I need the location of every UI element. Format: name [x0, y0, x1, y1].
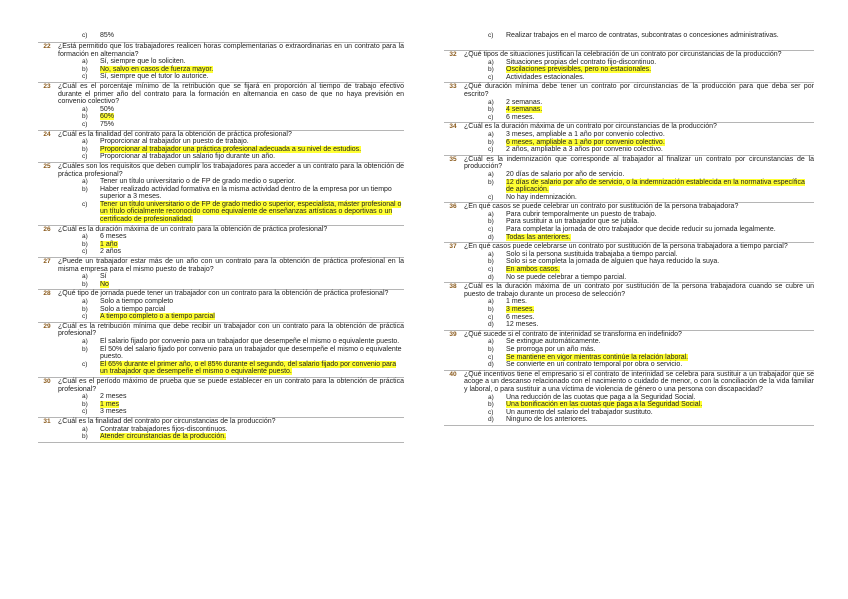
question-number: 25	[43, 162, 51, 170]
option-text: Para cubrir temporalmente un puesto de trabajo.	[506, 210, 657, 218]
question-number: 22	[43, 43, 51, 50]
option-text	[100, 401, 404, 409]
option-text	[100, 113, 404, 121]
answer-option	[58, 233, 404, 241]
answer-option	[464, 394, 814, 402]
question-29	[38, 323, 404, 378]
highlighted-correct-answer: 12 días de salario por año de servicio, o la indemnización establecida en la normativa específica de aplicación.	[506, 178, 805, 194]
answer-option	[58, 73, 404, 81]
option-text: Solo si se completa la jornada de alguien que haya reducido la suya.	[506, 258, 720, 266]
option-text: Una reducción de las cuotas que paga a la Seguridad Social.	[506, 393, 696, 401]
highlighted-correct-answer: Tener un título universitario o de FP de grado medio o superior, especialista, máster profesional o un título oficialmente reconocido como equivalente de enseñanzas artísticas o deportivas o un certificado de profesionalidad.	[100, 200, 402, 224]
option-text: Realizar trabajos en el marco de contratas, subcontratas o concesiones administrativas.	[506, 32, 779, 39]
question-39	[444, 331, 814, 371]
option-text: 1 mes.	[506, 298, 528, 306]
question-text: ¿En qué casos se puede celebrar un contrato por sustitución de la persona trabajadora?	[464, 203, 739, 211]
left-column	[38, 32, 404, 443]
answer-option	[58, 361, 404, 376]
option-text: El 50% del salario fijado por convenio para un trabajador que desempeñe el mismo o equivalente puesto.	[100, 345, 402, 361]
answer-option	[58, 121, 404, 129]
answer-option	[58, 338, 404, 346]
answer-option	[58, 298, 404, 306]
question-number: 30	[43, 377, 51, 385]
option-letter: b)	[82, 345, 88, 353]
question-text: ¿Cuáles son los requisitos que deben cumplir los trabajadores para acceder a un contrato para la obtención de práctica profesional?	[58, 162, 404, 178]
highlighted-correct-answer: 6 meses, ampliable a 1 año por convenio colectivo.	[506, 138, 665, 146]
option-letter: c)	[82, 360, 88, 368]
answer-option	[464, 99, 814, 107]
answer-option	[464, 114, 814, 122]
option-text: No se puede celebrar a tiempo parcial.	[506, 273, 627, 281]
option-letter: b)	[82, 280, 88, 288]
option-letter: b)	[488, 106, 494, 114]
question-text: ¿Puede un trabajador estar más de un año con un contrato para la obtención de práctica profesional en la misma empresa para el mismo puesto de trabajo?	[58, 258, 404, 273]
question-number: 29	[43, 322, 51, 330]
answer-option	[464, 401, 814, 409]
option-letter: b)	[82, 305, 88, 313]
question-number: 27	[43, 258, 51, 266]
answer-option	[464, 211, 814, 219]
answer-option	[58, 146, 404, 154]
answer-option	[58, 241, 404, 249]
question-text: ¿Está permitido que los trabajadores realicen horas complementarias o extraordinarias en un contrato para la formación en alternancia?	[58, 43, 404, 58]
question-number: 26	[43, 225, 51, 233]
answer-option	[464, 106, 814, 114]
option-letter: b)	[488, 258, 494, 266]
option-letter: d)	[488, 361, 494, 369]
answer-option	[464, 59, 814, 67]
answer-option	[58, 426, 404, 434]
answer-option	[58, 138, 404, 146]
question-34	[444, 123, 814, 155]
option-letter: a)	[82, 58, 88, 66]
option-text: Para completar la jornada de otro trabajador que decide reducir su jornada legalmente.	[506, 226, 776, 234]
question-number: 36	[449, 203, 457, 211]
option-letter: a)	[488, 98, 494, 106]
option-text: Solo si la persona sustituida trabajaba a tiempo parcial.	[506, 250, 678, 258]
answer-option	[464, 409, 814, 417]
option-text	[506, 106, 814, 114]
option-text	[506, 306, 814, 314]
option-letter: b)	[488, 306, 494, 313]
answer-option	[464, 314, 814, 322]
highlighted-correct-answer: El 65% durante el primer año, o el 85% durante el segundo, del salario fijado por convenio para un trabajador que desempeñe el mismo o equivalente puesto.	[100, 360, 397, 376]
option-letter: a)	[488, 170, 494, 178]
option-text: 20 días de salario por año de servicio.	[506, 170, 625, 178]
highlighted-correct-answer: 1 año	[100, 240, 118, 248]
question-35	[444, 156, 814, 204]
highlighted-correct-answer: Una bonificación en las cuotas que paga a la Seguridad Social.	[506, 401, 703, 409]
highlighted-correct-answer: No	[100, 280, 109, 288]
highlighted-correct-answer: En ambos casos.	[506, 266, 560, 274]
continued-option	[444, 32, 814, 51]
answer-option	[58, 113, 404, 121]
option-letter: a)	[488, 338, 494, 346]
option-text: Sí, siempre que lo soliciten.	[100, 58, 186, 66]
highlighted-correct-answer: 60%	[100, 113, 115, 121]
option-letter: b)	[82, 145, 88, 153]
option-text	[100, 433, 404, 441]
option-letter: c)	[488, 73, 494, 81]
option-letter: d)	[488, 273, 494, 281]
question-number: 23	[43, 82, 51, 90]
question-40	[444, 371, 814, 426]
question-number: 39	[449, 330, 457, 338]
answer-option	[464, 416, 814, 424]
question-number: 35	[449, 155, 457, 163]
question-number: 38	[449, 283, 457, 291]
option-letter: a)	[488, 210, 494, 218]
option-letter: c)	[82, 32, 88, 39]
option-letter: c)	[82, 313, 88, 321]
option-text: 3 meses	[100, 408, 127, 416]
option-text: 2 años, ampliable a 3 años por convenio colectivo.	[506, 146, 663, 154]
question-list	[444, 51, 814, 426]
question-23	[38, 83, 404, 131]
option-text: Haber realizado actividad formativa en la misma actividad dentro de la empresa por un tiempo superior a 3 meses.	[100, 185, 392, 201]
question-text: ¿Cuál es la duración máxima de un contrato para la obtención de práctica profesional?	[58, 225, 328, 233]
answer-option	[464, 346, 814, 354]
answer-option	[464, 218, 814, 226]
answer-option	[464, 361, 814, 369]
question-text: ¿Cuál es la retribución mínima que debe recibir un trabajador con un contrato para la obtención de práctica profesional?	[58, 322, 404, 338]
answer-option	[58, 106, 404, 114]
question-text: ¿Cuál es el porcentaje mínimo de la retribución que se fijará en proporción al tiempo de trabajo efectivo durante el primer año del contrato para la formación en alternancia en caso de que no haya previsión en convenio colectivo?	[58, 82, 404, 106]
option-letter: b)	[82, 185, 88, 193]
right-column	[444, 32, 814, 426]
option-letter: d)	[488, 321, 494, 329]
option-letter: d)	[488, 233, 494, 241]
question-37	[444, 243, 814, 283]
option-text: Sí, siempre que el tutor lo autorice.	[100, 73, 209, 81]
option-text: Se convierte en un contrato temporal por obra o servicio.	[506, 361, 683, 369]
question-number: 31	[43, 417, 51, 425]
option-text: 2 semanas.	[506, 98, 543, 106]
question-text: ¿Qué tipos de situaciones justifican la celebración de un contrato por circunstancias de la producción?	[464, 51, 782, 58]
answer-option	[58, 401, 404, 409]
question-36	[444, 203, 814, 243]
answer-option	[464, 139, 814, 147]
question-28	[38, 290, 404, 322]
option-text: 2 años	[100, 248, 122, 256]
option-letter: a)	[488, 393, 494, 401]
highlighted-correct-answer: 1 mes	[100, 400, 120, 408]
option-text: Solo a tiempo parcial	[100, 305, 166, 313]
option-text	[506, 66, 814, 74]
option-letter: b)	[488, 401, 494, 409]
option-letter: c)	[82, 120, 88, 128]
answer-option	[464, 354, 814, 362]
option-text: Sí	[100, 273, 107, 281]
option-text	[100, 281, 404, 289]
option-text: Actividades estacionales.	[506, 73, 585, 81]
option-text	[100, 66, 404, 74]
option-letter: a)	[82, 393, 88, 401]
option-text	[100, 313, 404, 321]
answer-option	[464, 226, 814, 234]
option-text: Ninguno de los anteriores.	[506, 416, 588, 424]
option-letter: c)	[488, 113, 494, 121]
option-text	[506, 266, 814, 274]
option-letter: c)	[488, 313, 494, 321]
highlighted-correct-answer: No, salvo en casos de fuerza mayor.	[100, 65, 214, 73]
option-letter: a)	[82, 425, 88, 433]
option-letter: c)	[82, 248, 88, 256]
option-letter: c)	[82, 73, 88, 81]
option-letter: a)	[488, 250, 494, 258]
option-text	[506, 354, 814, 362]
answer-option	[464, 266, 814, 274]
question-text: ¿En qué casos puede celebrarse un contrato por sustitución de la persona trabajadora a tiempo parcial?	[464, 243, 788, 251]
question-32	[444, 51, 814, 83]
question-27	[38, 258, 404, 290]
option-letter: c)	[488, 226, 494, 234]
question-text: ¿Cuál es la indemnización que corresponde al trabajador al finalizar un contrato por circunstancias de la producción?	[464, 155, 814, 171]
answer-option	[58, 306, 404, 314]
answer-option	[58, 281, 404, 289]
option-text: Se prorroga por un año más.	[506, 345, 596, 353]
option-letter: a)	[82, 337, 88, 345]
answer-option	[58, 433, 404, 441]
option-letter: a)	[82, 178, 88, 186]
option-text	[100, 241, 404, 249]
question-number: 28	[43, 290, 51, 298]
answer-option	[58, 346, 404, 361]
option-text: Para sustituir a un trabajador que se jubila.	[506, 218, 640, 226]
question-list	[38, 43, 404, 443]
option-text	[100, 361, 404, 376]
highlighted-correct-answer: Oscilaciones previsibles, pero no estacionales.	[506, 66, 652, 74]
question-text: ¿Qué tipo de jornada puede tener un trabajador con un contrato para la obtención de práctica profesional?	[58, 290, 389, 298]
option-letter: c)	[82, 408, 88, 416]
option-text	[100, 201, 404, 224]
option-letter: b)	[488, 138, 494, 146]
highlighted-correct-answer: A tiempo completo o a tiempo parcial	[100, 313, 215, 321]
option-text: Un aumento del salario del trabajador sustituto.	[506, 408, 653, 416]
answer-option	[464, 338, 814, 346]
answer-option	[58, 313, 404, 321]
option-text: Tener un título universitario o de FP de grado medio o superior.	[100, 178, 296, 186]
option-letter: c)	[488, 408, 494, 416]
option-text: 12 meses.	[506, 321, 539, 329]
option-text: 75%	[100, 120, 115, 128]
answer-option	[58, 248, 404, 256]
answer-option	[58, 393, 404, 401]
question-text: ¿Cuál es la finalidad del contrato por circunstancias de la producción?	[58, 417, 276, 425]
option-text	[100, 146, 404, 154]
answer-option	[464, 274, 814, 282]
question-text: ¿Qué sucede si el contrato de interinidad se transforma en indefinido?	[464, 330, 682, 338]
answer-option	[464, 321, 814, 329]
option-letter: c)	[488, 32, 494, 39]
highlighted-correct-answer: 4 semanas.	[506, 106, 543, 114]
option-letter: c)	[488, 193, 494, 201]
option-text: No hay indemnización.	[506, 193, 577, 201]
answer-option	[464, 171, 814, 179]
question-30	[38, 378, 404, 418]
option-text: 6 meses.	[506, 113, 535, 121]
answer-option	[464, 306, 814, 314]
option-letter: a)	[488, 298, 494, 306]
highlighted-correct-answer: 3 meses.	[506, 306, 535, 313]
option-text: Situaciones propias del contrato fijo-discontinuo.	[506, 58, 657, 66]
option-text: 85%	[100, 32, 115, 39]
option-letter: d)	[488, 416, 494, 424]
option-letter: b)	[82, 113, 88, 121]
option-letter: b)	[488, 218, 494, 226]
answer-option	[464, 131, 814, 139]
option-letter: a)	[488, 130, 494, 138]
option-letter: b)	[82, 400, 88, 408]
option-letter: b)	[82, 240, 88, 248]
question-number: 37	[449, 243, 457, 251]
option-text: 2 meses	[100, 393, 127, 401]
option-letter: a)	[82, 298, 88, 305]
question-33	[444, 83, 814, 123]
option-letter: c)	[488, 146, 494, 154]
option-letter: c)	[82, 153, 88, 161]
answer-option	[58, 178, 404, 186]
option-text: Proporcionar al trabajador un puesto de trabajo.	[100, 138, 249, 146]
option-letter: a)	[82, 233, 88, 241]
option-letter: b)	[82, 433, 88, 441]
answer-option	[58, 408, 404, 416]
question-number: 24	[43, 130, 51, 138]
answer-option	[464, 251, 814, 259]
question-text: ¿Cuál es la duración máxima de un contrato por circunstancias de la producción?	[464, 123, 717, 131]
option-text: Proporcionar al trabajador un salario fijo durante un año.	[100, 153, 276, 161]
answer-option	[58, 66, 404, 74]
question-22	[38, 43, 404, 83]
option-text: 6 meses	[100, 233, 127, 241]
question-26	[38, 226, 404, 258]
option-text: 50%	[100, 105, 115, 113]
option-text: 3 meses, ampliable a 1 año por convenio colectivo.	[506, 130, 665, 138]
answer-option	[58, 186, 404, 201]
question-31	[38, 418, 404, 443]
highlighted-correct-answer: Proporcionar al trabajador una práctica profesional adecuada a su nivel de estudios.	[100, 145, 362, 153]
option-text: Se extingue automáticamente.	[506, 338, 601, 346]
option-letter: b)	[488, 178, 494, 186]
answer-option	[58, 273, 404, 281]
answer-option	[464, 258, 814, 266]
question-number: 32	[449, 51, 457, 58]
highlighted-correct-answer: Atender circunstancias de la producción.	[100, 433, 227, 441]
answer-option	[58, 153, 404, 161]
option-letter: a)	[82, 273, 88, 281]
highlighted-correct-answer: Se mantiene en vigor mientras continúe la relación laboral.	[506, 353, 689, 361]
question-text: ¿Qué incentivos tiene el empresario si el contrato de interinidad se celebra para sustituir a un trabajador que se acoge a un descanso relacionado con el nacimiento o cuidado de menor, o con la conciliación de la vida familiar y laboral, o para sustituir a una víctima de violencia de género o una persona con discapacidad?	[464, 370, 814, 393]
answer-option	[464, 234, 814, 242]
question-24	[38, 131, 404, 163]
option-letter: b)	[82, 65, 88, 73]
option-letter: a)	[488, 58, 494, 66]
option-letter: b)	[488, 66, 494, 74]
answer-option	[464, 146, 814, 154]
question-number: 33	[449, 83, 457, 91]
option-text: 6 meses.	[506, 313, 535, 321]
option-letter: c)	[488, 353, 494, 361]
option-text: Contratar trabajadores fijos-discontinuos.	[100, 425, 228, 433]
continued-option	[38, 32, 404, 43]
question-text: ¿Cuál es el período máximo de prueba que se puede establecer en un contrato para la obtención de práctica profesional?	[58, 377, 404, 393]
option-text	[506, 179, 814, 194]
answer-option	[464, 179, 814, 194]
question-text: ¿Cuál es la finalidad del contrato para la obtención de práctica profesional?	[58, 130, 292, 138]
answer-option	[464, 194, 814, 202]
question-38	[444, 283, 814, 331]
option-letter: a)	[82, 105, 88, 113]
question-number: 40	[449, 370, 457, 378]
option-letter: c)	[488, 266, 494, 274]
answer-option	[464, 66, 814, 74]
question-text: ¿Cuál es la duración máxima de un contrato por sustitución de la persona trabajadora cuando se cubre un puesto de trabajo durante un proceso de selección?	[464, 283, 814, 298]
answer-option	[464, 298, 814, 306]
option-text: El salario fijado por convenio para un trabajador que desempeñe el mismo o equivalente puesto.	[100, 337, 400, 345]
answer-option	[58, 58, 404, 66]
answer-option	[464, 74, 814, 82]
option-text	[506, 401, 814, 409]
question-25	[38, 163, 404, 226]
highlighted-correct-answer: Todas las anteriores.	[506, 233, 571, 241]
question-text: ¿Qué duración mínima debe tener un contrato por circunstancias de la producción para que deba ser por escrito?	[464, 83, 814, 98]
option-text: Solo a tiempo completo	[100, 298, 174, 305]
answer-option	[58, 201, 404, 224]
option-letter: b)	[488, 345, 494, 353]
option-text	[506, 234, 814, 242]
option-letter: c)	[82, 200, 88, 208]
option-text	[506, 139, 814, 147]
option-letter: a)	[82, 138, 88, 146]
question-number: 34	[449, 123, 457, 131]
